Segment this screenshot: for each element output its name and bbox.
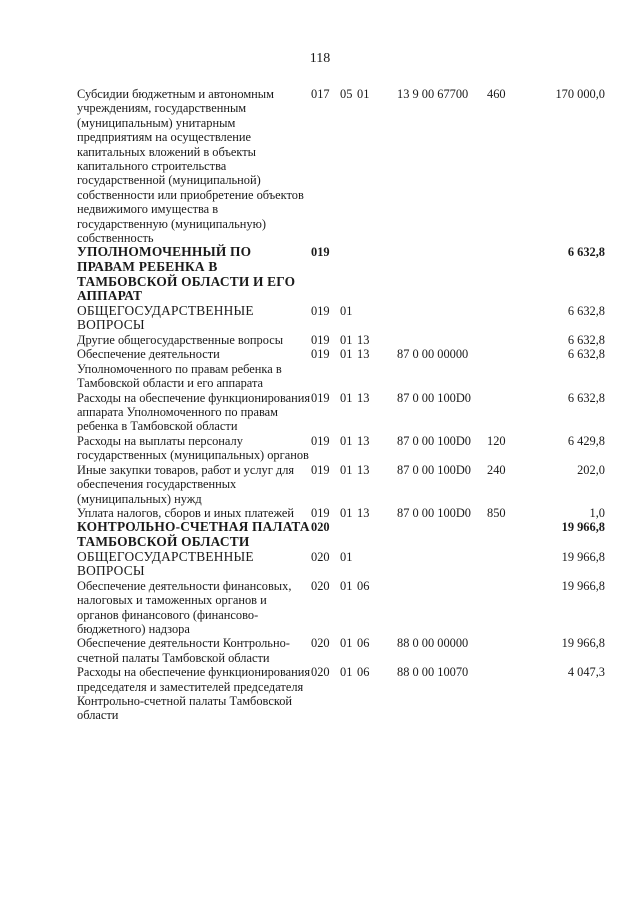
row-pr: 01 (357, 87, 370, 101)
row-vr: 120 (487, 433, 506, 448)
row-rz: 01 (340, 462, 353, 477)
table-row (77, 304, 605, 333)
row-amount: 6 632,8 (567, 347, 605, 362)
table-row (77, 87, 605, 245)
row-pr: 13 (357, 433, 370, 448)
table-row (77, 506, 605, 520)
row-csr: 87 0 00 100D0 (397, 505, 471, 520)
table-row (77, 665, 605, 723)
row-grbs: 019 (311, 433, 330, 448)
row-csr: 87 0 00 00000 (397, 347, 469, 362)
row-grbs: 020 (311, 549, 330, 564)
row-grbs: 019 (311, 245, 330, 260)
table-row (77, 347, 605, 390)
row-rz (340, 520, 357, 549)
row-csr (397, 579, 487, 637)
row-amount: 6 632,8 (567, 333, 605, 348)
row-amount: 6 632,8 (567, 303, 605, 318)
row-amount: 6 632,8 (567, 245, 605, 260)
row-name: Расходы на выплаты персоналу государственных (муниципальных) органов (77, 433, 309, 463)
row-grbs: 020 (311, 665, 330, 680)
row-csr: 87 0 00 100D0 (397, 462, 471, 477)
row-name: Обеспечение деятельности Контрольно-счетной палаты Тамбовской области (77, 636, 290, 665)
row-grbs: 020 (311, 520, 330, 535)
row-pr: 06 (357, 578, 370, 593)
row-vr: 460 (487, 87, 506, 101)
row-amount: 202,0 (577, 462, 605, 477)
row-csr: 87 0 00 100D0 (397, 390, 471, 405)
row-pr (357, 304, 397, 333)
row-amount: 19 966,8 (561, 549, 605, 564)
table-row (77, 391, 605, 434)
row-rz: 01 (340, 578, 353, 593)
table-row (77, 579, 605, 637)
row-vr (487, 579, 531, 637)
row-name: Субсидии бюджетным и автономным учреждениям, государственным (муниципальным) унитарным предприятиям на осуществление капитальных вложений в объекты капитального строительства государственной (муниципальной) собственности или приобретение объектов недвижимого имущества в государственную (муниципальную) собственность (77, 87, 304, 246)
row-rz (340, 245, 357, 303)
row-grbs: 019 (311, 347, 330, 362)
row-vr: 850 (487, 505, 506, 520)
row-grbs: 020 (311, 636, 330, 651)
row-pr: 06 (357, 636, 370, 651)
row-name: Обеспечение деятельности Уполномоченного по правам ребенка в Тамбовской области и его аппарата (77, 347, 282, 391)
row-rz: 01 (340, 390, 353, 405)
row-amount: 19 966,8 (561, 520, 605, 535)
row-csr (397, 550, 487, 579)
row-amount: 1,0 (589, 505, 605, 520)
row-csr (397, 245, 487, 303)
row-rz: 01 (340, 505, 353, 520)
row-rz: 01 (340, 549, 353, 564)
budget-table (77, 87, 605, 723)
row-amount: 4 047,3 (567, 665, 605, 680)
row-pr: 06 (357, 665, 370, 680)
row-vr: 240 (487, 462, 506, 477)
row-grbs: 019 (311, 462, 330, 477)
row-amount: 170 000,0 (555, 87, 605, 101)
row-csr: 88 0 00 10070 (397, 665, 469, 680)
row-rz: 05 (340, 87, 353, 101)
table-row (77, 333, 605, 347)
table-row (77, 463, 605, 506)
row-csr: 88 0 00 00000 (397, 636, 469, 651)
table-row (77, 520, 605, 549)
table-row (77, 636, 605, 665)
row-vr (487, 665, 531, 723)
row-grbs: 019 (311, 303, 330, 318)
table-row (77, 245, 605, 303)
row-rz: 01 (340, 636, 353, 651)
row-name: Расходы на обеспечение функционирования аппарата Уполномоченного по правам ребенка в Тамбовской области (77, 390, 311, 434)
row-rz: 01 (340, 665, 353, 680)
row-name: Расходы на обеспечение функционирования председателя и заместителей председателя Контрольно-счетной палаты Тамбовской области (77, 665, 311, 723)
row-name: Обеспечение деятельности финансовых, налоговых и таможенных органов и органов финансового (финансово-бюджетного) надзора (77, 578, 292, 636)
row-csr (397, 304, 487, 333)
row-name: Иные закупки товаров, работ и услуг для обеспечения государственных (муниципальных) нужд (77, 462, 295, 506)
row-rz: 01 (340, 303, 353, 318)
row-name: КОНТРОЛЬНО-СЧЕТНАЯ ПАЛАТА ТАМБОВСКОЙ ОБЛАСТИ (77, 519, 310, 549)
row-grbs: 019 (311, 505, 330, 520)
row-grbs: 020 (311, 578, 330, 593)
row-rz: 01 (340, 333, 353, 348)
row-vr (487, 304, 531, 333)
row-name: Уплата налогов, сборов и иных платежей (77, 505, 295, 520)
row-vr (487, 245, 531, 303)
page-number: 118 (309, 51, 331, 66)
row-rz: 01 (340, 433, 353, 448)
row-pr: 13 (357, 347, 370, 362)
row-vr (487, 391, 531, 434)
row-csr (397, 333, 487, 347)
row-pr (357, 520, 397, 549)
row-name: УПОЛНОМОЧЕННЫЙ ПО ПРАВАМ РЕБЕНКА В ТАМБОВСКОЙ ОБЛАСТИ И ЕГО АППАРАТ (77, 244, 296, 304)
row-pr: 13 (357, 333, 370, 348)
row-pr: 13 (357, 505, 370, 520)
row-name: Другие общегосударственные вопросы (77, 333, 284, 348)
row-csr: 13 9 00 67700 (397, 87, 469, 101)
row-rz: 01 (340, 347, 353, 362)
row-csr (397, 520, 487, 549)
row-grbs: 019 (311, 333, 330, 348)
row-vr (487, 636, 531, 665)
row-amount: 19 966,8 (561, 636, 605, 651)
row-amount: 19 966,8 (561, 578, 605, 593)
row-amount: 6 429,8 (567, 433, 605, 448)
row-csr: 87 0 00 100D0 (397, 433, 471, 448)
row-vr (487, 550, 531, 579)
row-pr (357, 550, 397, 579)
table-row (77, 550, 605, 579)
row-vr (487, 520, 531, 549)
table-row (77, 434, 605, 463)
row-vr (487, 347, 531, 390)
row-pr: 13 (357, 462, 370, 477)
row-grbs: 019 (311, 390, 330, 405)
row-name: ОБЩЕГОСУДАРСТВЕННЫЕ ВОПРОСЫ (77, 302, 254, 333)
row-pr: 13 (357, 390, 370, 405)
row-pr (357, 245, 397, 303)
row-name: ОБЩЕГОСУДАРСТВЕННЫЕ ВОПРОСЫ (77, 548, 254, 579)
row-vr (487, 333, 531, 347)
row-amount: 6 632,8 (567, 390, 605, 405)
row-grbs: 017 (311, 87, 330, 101)
